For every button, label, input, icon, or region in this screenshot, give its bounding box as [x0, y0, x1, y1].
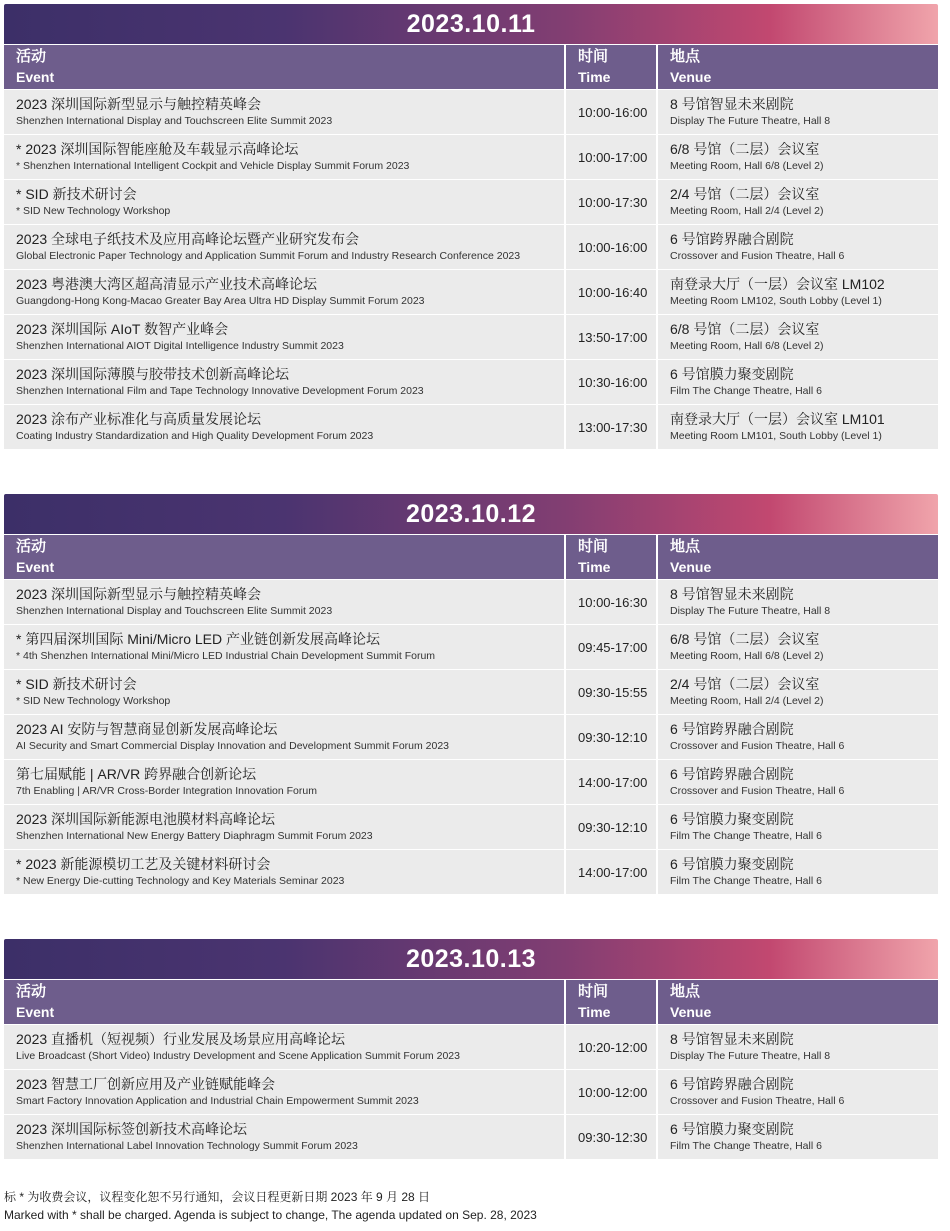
time-cell	[564, 805, 656, 849]
event-title-zh: 第七届赋能 | AR/VR 跨界融合创新论坛	[16, 766, 257, 782]
venue-cell	[656, 315, 938, 359]
venue-en: Meeting Room, Hall 2/4 (Level 2)	[670, 695, 824, 707]
event-cell	[4, 360, 564, 404]
event-title-en: AI Security and Smart Commercial Display Innovation and Development Summit Forum 2023	[16, 740, 450, 752]
event-cell	[4, 180, 564, 224]
event-title-zh: 2023 深圳国际新型显示与触控精英峰会	[16, 586, 262, 602]
venue-cell	[656, 850, 938, 894]
event-cell	[4, 135, 564, 179]
table-row	[4, 359, 938, 404]
table-row	[4, 1114, 938, 1159]
event-title-en: Global Electronic Paper Technology and Application Summit Forum and Industry Research Conference 2023	[16, 250, 521, 262]
event-title-zh: * SID 新技术研讨会	[16, 676, 137, 692]
event-title-zh: 2023 深圳国际新型显示与触控精英峰会	[16, 96, 262, 112]
table-row	[4, 89, 938, 134]
venue-zh: 6 号馆跨界融合剧院	[670, 1076, 794, 1092]
venue-cell	[656, 670, 938, 714]
event-time: 14:00-17:00	[578, 864, 648, 880]
date-header: 2023.10.12	[4, 494, 938, 534]
event-cell	[4, 580, 564, 624]
venue-en: Crossover and Fusion Theatre, Hall 6	[670, 250, 845, 262]
event-title-zh: 2023 涂布产业标准化与高质量发展论坛	[16, 411, 262, 427]
event-cell	[4, 405, 564, 449]
venue-zh: 6 号馆膜力聚变剧院	[670, 811, 794, 827]
table-row	[4, 1024, 938, 1069]
venue-cell	[656, 805, 938, 849]
venue-zh: 6 号馆膜力聚变剧院	[670, 1121, 794, 1137]
time-cell	[564, 360, 656, 404]
event-title-en: 7th Enabling | AR/VR Cross-Border Integration Innovation Forum	[16, 785, 317, 797]
event-title-zh: * SID 新技术研讨会	[16, 186, 137, 202]
venue-cell	[656, 1115, 938, 1159]
time-cell	[564, 270, 656, 314]
venue-cell	[656, 1025, 938, 1069]
event-time: 09:30-12:30	[578, 1129, 648, 1145]
venue-cell	[656, 180, 938, 224]
footer-note-en: Marked with * shall be charged. Agenda is subject to change, The agenda updated on Sep. 28, 2023	[4, 1208, 537, 1222]
event-title-zh: * 第四届深圳国际 Mini/Micro LED 产业链创新发展高峰论坛	[16, 631, 381, 647]
venue-en: Crossover and Fusion Theatre, Hall 6	[670, 740, 845, 752]
header-venue: 地点 Venue	[656, 980, 938, 1024]
event-title-en: Coating Industry Standardization and High Quality Development Forum 2023	[16, 430, 374, 442]
event-title-zh: 2023 深圳国际标签创新技术高峰论坛	[16, 1121, 248, 1137]
table-body	[4, 579, 938, 894]
date-header: 2023.10.11	[4, 4, 938, 44]
venue-zh: 8 号馆智显未来剧院	[670, 96, 794, 112]
event-time: 09:30-15:55	[578, 684, 648, 700]
venue-cell	[656, 405, 938, 449]
time-cell	[564, 1115, 656, 1159]
event-title-zh: 2023 AI 安防与智慧商显创新发展高峰论坛	[16, 721, 278, 737]
event-cell	[4, 1025, 564, 1069]
venue-zh: 6 号馆膜力聚变剧院	[670, 366, 794, 382]
venue-en: Meeting Room, Hall 2/4 (Level 2)	[670, 205, 824, 217]
table-row	[4, 849, 938, 894]
venue-en: Meeting Room, Hall 6/8 (Level 2)	[670, 650, 824, 662]
venue-zh: 6/8 号馆（二层）会议室	[670, 141, 820, 157]
event-time: 13:00-17:30	[578, 419, 648, 435]
venue-en: Meeting Room LM102, South Lobby (Level 1)	[670, 295, 882, 307]
venue-cell	[656, 760, 938, 804]
venue-en: Display The Future Theatre, Hall 8	[670, 605, 831, 617]
time-cell	[564, 315, 656, 359]
time-cell	[564, 715, 656, 759]
event-title-en: * 4th Shenzhen International Mini/Micro LED Industrial Chain Development Summit Forum	[16, 650, 436, 662]
header-venue: 地点 Venue	[656, 535, 938, 579]
header-venue: 地点 Venue	[656, 45, 938, 89]
venue-zh: 6 号馆跨界融合剧院	[670, 766, 794, 782]
event-time: 10:00-17:00	[578, 149, 648, 165]
venue-zh: 南登录大厅（一层）会议室 LM102	[670, 276, 885, 292]
event-time: 09:30-12:10	[578, 729, 648, 745]
event-cell	[4, 715, 564, 759]
day-section	[4, 939, 938, 1159]
event-time: 10:00-17:30	[578, 194, 648, 210]
footer-note	[4, 1188, 537, 1224]
table-row	[4, 624, 938, 669]
table-row	[4, 224, 938, 269]
event-time: 09:45-17:00	[578, 639, 648, 655]
table-row	[4, 759, 938, 804]
venue-zh: 6 号馆膜力聚变剧院	[670, 856, 794, 872]
venue-en: Meeting Room, Hall 6/8 (Level 2)	[670, 160, 824, 172]
event-cell	[4, 1070, 564, 1114]
venue-cell	[656, 625, 938, 669]
event-title-en: Live Broadcast (Short Video) Industry Development and Scene Application Summit Forum 2023	[16, 1050, 460, 1062]
event-title-en: * SID New Technology Workshop	[16, 695, 171, 707]
event-cell	[4, 1115, 564, 1159]
event-cell	[4, 760, 564, 804]
event-title-en: Shenzhen International Display and Touchscreen Elite Summit 2023	[16, 605, 333, 617]
header-time: 时间 Time	[564, 45, 656, 89]
event-time: 10:00-16:00	[578, 239, 648, 255]
table-row	[4, 314, 938, 359]
venue-cell	[656, 580, 938, 624]
table-row	[4, 269, 938, 314]
table-header-row	[4, 44, 938, 89]
header-event: 活动 Event	[4, 535, 564, 579]
header-time: 时间 Time	[564, 535, 656, 579]
event-cell	[4, 90, 564, 134]
time-cell	[564, 670, 656, 714]
event-cell	[4, 850, 564, 894]
venue-en: Meeting Room, Hall 6/8 (Level 2)	[670, 340, 824, 352]
table-row	[4, 579, 938, 624]
event-time: 10:20-12:00	[578, 1039, 648, 1055]
time-cell	[564, 625, 656, 669]
venue-en: Display The Future Theatre, Hall 8	[670, 115, 831, 127]
event-title-zh: 2023 智慧工厂创新应用及产业链赋能峰会	[16, 1076, 276, 1092]
table-row	[4, 134, 938, 179]
day-section	[4, 4, 938, 449]
header-event: 活动 Event	[4, 45, 564, 89]
event-title-zh: 2023 深圳国际 AIoT 数智产业峰会	[16, 321, 229, 337]
venue-cell	[656, 715, 938, 759]
event-time: 10:30-16:00	[578, 374, 648, 390]
venue-zh: 6/8 号馆（二层）会议室	[670, 321, 820, 337]
venue-cell	[656, 270, 938, 314]
time-cell	[564, 1070, 656, 1114]
venue-zh: 2/4 号馆（二层）会议室	[670, 186, 820, 202]
event-time: 14:00-17:00	[578, 774, 648, 790]
venue-zh: 6 号馆跨界融合剧院	[670, 721, 794, 737]
venue-en: Film The Change Theatre, Hall 6	[670, 385, 822, 397]
venue-zh: 6 号馆跨界融合剧院	[670, 231, 794, 247]
venue-cell	[656, 90, 938, 134]
table-row	[4, 804, 938, 849]
event-title-zh: * 2023 新能源模切工艺及关键材料研讨会	[16, 856, 271, 872]
event-cell	[4, 270, 564, 314]
venue-zh: 南登录大厅（一层）会议室 LM101	[670, 411, 885, 427]
event-title-en: Shenzhen International Film and Tape Technology Innovative Development Forum 2023	[16, 385, 424, 397]
event-title-en: Shenzhen International New Energy Battery Diaphragm Summit Forum 2023	[16, 830, 373, 842]
venue-en: Display The Future Theatre, Hall 8	[670, 1050, 831, 1062]
event-title-zh: 2023 直播机（短视频）行业发展及场景应用高峰论坛	[16, 1031, 346, 1047]
table-body	[4, 89, 938, 449]
time-cell	[564, 580, 656, 624]
event-title-en: * New Energy Die-cutting Technology and Key Materials Seminar 2023	[16, 875, 345, 887]
event-title-en: Smart Factory Innovation Application and Industrial Chain Empowerment Summit 2023	[16, 1095, 419, 1107]
venue-en: Crossover and Fusion Theatre, Hall 6	[670, 785, 845, 797]
time-cell	[564, 90, 656, 134]
venue-cell	[656, 1070, 938, 1114]
venue-zh: 8 号馆智显未来剧院	[670, 1031, 794, 1047]
event-title-zh: 2023 深圳国际新能源电池膜材料高峰论坛	[16, 811, 276, 827]
table-row	[4, 179, 938, 224]
time-cell	[564, 180, 656, 224]
table-header-row	[4, 534, 938, 579]
event-cell	[4, 625, 564, 669]
event-title-zh: 2023 全球电子纸技术及应用高峰论坛暨产业研究发布会	[16, 231, 360, 247]
event-cell	[4, 225, 564, 269]
event-time: 10:00-16:00	[578, 104, 648, 120]
table-row	[4, 714, 938, 759]
event-cell	[4, 315, 564, 359]
venue-en: Meeting Room LM101, South Lobby (Level 1)	[670, 430, 882, 442]
table-body	[4, 1024, 938, 1159]
event-cell	[4, 670, 564, 714]
time-cell	[564, 1025, 656, 1069]
event-time: 09:30-12:10	[578, 819, 648, 835]
venue-cell	[656, 135, 938, 179]
header-event: 活动 Event	[4, 980, 564, 1024]
date-header: 2023.10.13	[4, 939, 938, 979]
event-title-zh: 2023 深圳国际薄膜与胶带技术创新高峰论坛	[16, 366, 290, 382]
event-title-en: Guangdong-Hong Kong-Macao Greater Bay Area Ultra HD Display Summit Forum 2023	[16, 295, 425, 307]
event-title-en: * Shenzhen International Intelligent Cockpit and Vehicle Display Summit Forum 2023	[16, 160, 410, 172]
time-cell	[564, 760, 656, 804]
venue-en: Crossover and Fusion Theatre, Hall 6	[670, 1095, 845, 1107]
event-title-en: Shenzhen International AIOT Digital Intelligence Industry Summit 2023	[16, 340, 344, 352]
venue-en: Film The Change Theatre, Hall 6	[670, 875, 822, 887]
venue-zh: 2/4 号馆（二层）会议室	[670, 676, 820, 692]
event-time: 13:50-17:00	[578, 329, 648, 345]
venue-cell	[656, 225, 938, 269]
venue-zh: 6/8 号馆（二层）会议室	[670, 631, 820, 647]
venue-cell	[656, 360, 938, 404]
table-row	[4, 404, 938, 449]
footer-note-zh: 标 * 为收费会议，议程变化恕不另行通知，会议日程更新日期 2023 年 9 月 28 日	[4, 1190, 431, 1204]
table-row	[4, 1069, 938, 1114]
time-cell	[564, 135, 656, 179]
header-time: 时间 Time	[564, 980, 656, 1024]
table-row	[4, 669, 938, 714]
event-title-zh: 2023 粤港澳大湾区超高清显示产业技术高峰论坛	[16, 276, 318, 292]
event-title-en: * SID New Technology Workshop	[16, 205, 171, 217]
event-time: 10:00-16:30	[578, 594, 648, 610]
venue-en: Film The Change Theatre, Hall 6	[670, 830, 822, 842]
venue-en: Film The Change Theatre, Hall 6	[670, 1140, 822, 1152]
event-title-en: Shenzhen International Display and Touchscreen Elite Summit 2023	[16, 115, 333, 127]
event-title-zh: * 2023 深圳国际智能座舱及车载显示高峰论坛	[16, 141, 299, 157]
table-header-row	[4, 979, 938, 1024]
time-cell	[564, 405, 656, 449]
event-time: 10:00-16:40	[578, 284, 648, 300]
venue-zh: 8 号馆智显未来剧院	[670, 586, 794, 602]
time-cell	[564, 225, 656, 269]
event-title-en: Shenzhen International Label Innovation Technology Summit Forum 2023	[16, 1140, 358, 1152]
event-cell	[4, 805, 564, 849]
day-section	[4, 494, 938, 894]
event-time: 10:00-12:00	[578, 1084, 648, 1100]
time-cell	[564, 850, 656, 894]
